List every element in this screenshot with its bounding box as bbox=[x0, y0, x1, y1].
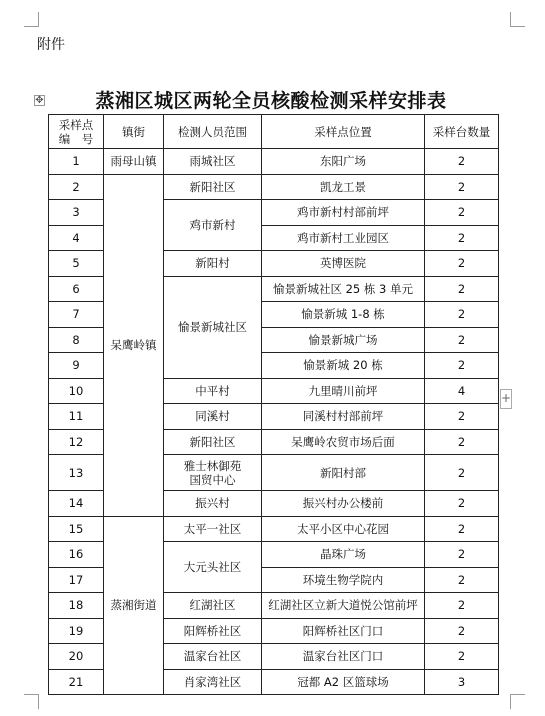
crop-mark-top-right bbox=[510, 12, 525, 27]
cell-count: 2 bbox=[425, 149, 499, 175]
annex-label: 附件 bbox=[37, 37, 65, 53]
cell-no: 15 bbox=[49, 516, 104, 542]
cell-range: 肖家湾社区 bbox=[164, 669, 262, 695]
cell-no: 6 bbox=[49, 276, 104, 302]
cell-count: 2 bbox=[425, 644, 499, 670]
cell-site: 愉景新城社区 25 栋 3 单元 bbox=[262, 276, 425, 302]
cell-range: 新阳社区 bbox=[164, 429, 262, 455]
header-site-number-line1: 采样点 bbox=[58, 117, 94, 132]
cell-count: 2 bbox=[425, 174, 499, 200]
cell-no: 2 bbox=[49, 174, 104, 200]
sampling-schedule-table bbox=[48, 114, 499, 695]
cell-site: 九里晴川前坪 bbox=[262, 378, 425, 404]
cell-range: 温家台社区 bbox=[164, 644, 262, 670]
cell-no: 21 bbox=[49, 669, 104, 695]
cell-range: 鸡市新村 bbox=[164, 200, 262, 251]
cell-no: 10 bbox=[49, 378, 104, 404]
cell-range bbox=[164, 455, 262, 491]
cell-site: 愉景新城 20 栋 bbox=[262, 353, 425, 379]
cell-count: 2 bbox=[425, 327, 499, 353]
header-town: 镇街 bbox=[104, 115, 164, 149]
cell-site: 鸡市新村工业园区 bbox=[262, 225, 425, 251]
crop-mark-bottom-right bbox=[510, 694, 525, 709]
cell-range-line2: 国贸中心 bbox=[189, 472, 236, 487]
cell-site: 环境生物学院内 bbox=[262, 567, 425, 593]
cell-no: 8 bbox=[49, 327, 104, 353]
cell-site: 晶珠广场 bbox=[262, 542, 425, 568]
cell-town: 雨母山镇 bbox=[104, 149, 164, 175]
cell-site: 温家台社区门口 bbox=[262, 644, 425, 670]
cell-site: 同溪村村部前坪 bbox=[262, 404, 425, 430]
cell-range: 新阳村 bbox=[164, 251, 262, 277]
cell-town: 呆鹰岭镇 bbox=[104, 174, 164, 516]
cell-range: 新阳社区 bbox=[164, 174, 262, 200]
cell-no: 17 bbox=[49, 567, 104, 593]
cell-count: 2 bbox=[425, 542, 499, 568]
cell-range: 振兴村 bbox=[164, 491, 262, 517]
cell-range: 太平一社区 bbox=[164, 516, 262, 542]
cell-site: 红湖社区立新大道悦公馆前坪 bbox=[262, 593, 425, 619]
cell-count: 3 bbox=[425, 669, 499, 695]
cell-no: 3 bbox=[49, 200, 104, 226]
header-count: 采样台数量 bbox=[425, 115, 499, 149]
cell-count: 4 bbox=[425, 378, 499, 404]
header-site-number-line2: 编 号 bbox=[58, 131, 94, 146]
page-title: 蒸湘区城区两轮全员核酸检测采样安排表 bbox=[95, 90, 447, 112]
cell-no: 16 bbox=[49, 542, 104, 568]
cell-count: 2 bbox=[425, 455, 499, 491]
cell-count: 2 bbox=[425, 516, 499, 542]
cell-no: 20 bbox=[49, 644, 104, 670]
crop-mark-top-left bbox=[24, 12, 39, 27]
cell-site: 阳辉桥社区门口 bbox=[262, 618, 425, 644]
cell-no: 18 bbox=[49, 593, 104, 619]
cell-site: 太平小区中心花园 bbox=[262, 516, 425, 542]
plus-icon[interactable]: + bbox=[500, 389, 512, 409]
cell-no: 11 bbox=[49, 404, 104, 430]
cell-count: 2 bbox=[425, 276, 499, 302]
table-header-row bbox=[49, 115, 499, 149]
cell-range-line1: 雅士林御苑 bbox=[183, 458, 242, 473]
cell-no: 9 bbox=[49, 353, 104, 379]
table-row bbox=[49, 516, 499, 542]
cell-site: 凯龙工景 bbox=[262, 174, 425, 200]
cell-no: 12 bbox=[49, 429, 104, 455]
cell-site: 鸡市新村村部前坪 bbox=[262, 200, 425, 226]
cell-count: 2 bbox=[425, 618, 499, 644]
cell-range: 阳辉桥社区 bbox=[164, 618, 262, 644]
cell-site: 冠都 A2 区篮球场 bbox=[262, 669, 425, 695]
header-site-number bbox=[49, 115, 104, 149]
cell-no: 1 bbox=[49, 149, 104, 175]
header-site: 采样点位置 bbox=[262, 115, 425, 149]
cell-range: 同溪村 bbox=[164, 404, 262, 430]
cell-count: 2 bbox=[425, 225, 499, 251]
table-row bbox=[49, 174, 499, 200]
cell-range: 雨城社区 bbox=[164, 149, 262, 175]
move-cross-icon[interactable]: ✥ bbox=[35, 95, 44, 106]
cell-range: 红湖社区 bbox=[164, 593, 262, 619]
cell-site: 新阳村部 bbox=[262, 455, 425, 491]
header-range: 检测人员范围 bbox=[164, 115, 262, 149]
cell-site: 振兴村办公楼前 bbox=[262, 491, 425, 517]
cell-site: 愉景新城广场 bbox=[262, 327, 425, 353]
crop-mark-bottom-left bbox=[24, 694, 39, 709]
cell-count: 2 bbox=[425, 302, 499, 328]
cell-count: 2 bbox=[425, 200, 499, 226]
cell-count: 2 bbox=[425, 491, 499, 517]
cell-range: 中平村 bbox=[164, 378, 262, 404]
cell-no: 14 bbox=[49, 491, 104, 517]
cell-no: 7 bbox=[49, 302, 104, 328]
cell-town: 蒸湘街道 bbox=[104, 516, 164, 695]
cell-range: 愉景新城社区 bbox=[164, 276, 262, 378]
cell-site: 英博医院 bbox=[262, 251, 425, 277]
cell-count: 2 bbox=[425, 251, 499, 277]
cell-site: 东阳广场 bbox=[262, 149, 425, 175]
cell-count: 2 bbox=[425, 353, 499, 379]
cell-count: 2 bbox=[425, 429, 499, 455]
cell-count: 2 bbox=[425, 404, 499, 430]
cell-range: 大元头社区 bbox=[164, 542, 262, 593]
cell-site: 愉景新城 1-8 栋 bbox=[262, 302, 425, 328]
cell-no: 19 bbox=[49, 618, 104, 644]
cell-site: 呆鹰岭农贸市场后面 bbox=[262, 429, 425, 455]
cell-count: 2 bbox=[425, 567, 499, 593]
cell-no: 5 bbox=[49, 251, 104, 277]
cell-count: 2 bbox=[425, 593, 499, 619]
table-row bbox=[49, 149, 499, 175]
cell-no: 4 bbox=[49, 225, 104, 251]
cell-no: 13 bbox=[49, 455, 104, 491]
